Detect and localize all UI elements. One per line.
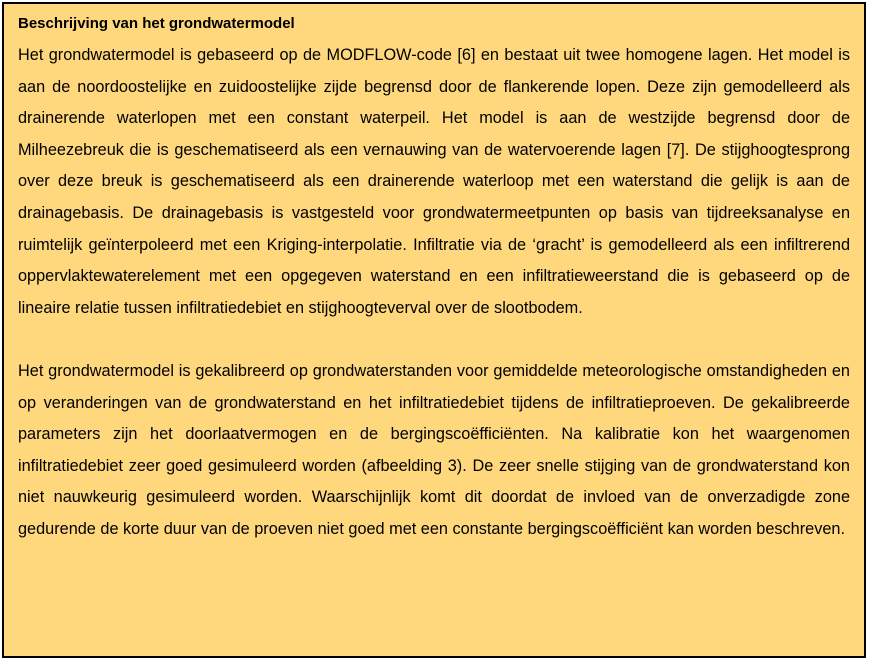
paragraph-model-description: Het grondwatermodel is gebaseerd op de MODFLOW-code [6] en bestaat uit twee homogene lagen. Het model is aan de noordoostelijke en zuidoostelijke zijde begrensd door de flankerende lopen. Deze zijn gemodelleerd als drainerende waterlopen met een constant waterpeil. Het model is aan de westzijde begrensd door de Milheezebreuk die is geschematiseerd als een vernauwing van de watervoerende lagen [7]. De stijghoogtesprong over deze breuk is geschematiseerd als een drainerende waterloop met een waterstand die gelijk is aan de drainagebasis. De drainagebasis is vastgesteld voor grondwatermeetpunten op basis van tijdreeksanalyse en ruimtelijk geïnterpoleerd met een Kriging-interpolatie. Infiltratie via de ‘gracht’ is gemodelleerd als een infiltrerend oppervlaktewaterelement met een opgegeven waterstand en een infiltratieweerstand die is gebaseerd op de lineaire relatie tussen infiltratiedebiet en stijghoogteverval over de slootbodem. <box>18 46 850 317</box>
box-heading: Beschrijving van het grondwatermodel <box>18 15 295 32</box>
paragraph-gap <box>18 324 850 356</box>
text-box <box>2 2 866 658</box>
paragraph-calibration: Het grondwatermodel is gekalibreerd op grondwaterstanden voor gemiddelde meteorologische omstandigheden en op veranderingen van de grondwaterstand en het infiltratiedebiet tijdens de infiltratieproeven. De gekalibreerde parameters zijn het doorlaatvermogen en de bergingscoëfficiënten. Na kalibratie kon het waargenomen infiltratiedebiet zeer goed gesimuleerd worden (afbeelding 3). De zeer snelle stijging van de grondwaterstand kon niet nauwkeurig gesimuleerd worden. Waarschijnlijk komt dit doordat de invloed van de onverzadigde zone gedurende de korte duur van de proeven niet goed met een constante bergingscoëfficiënt kan worden beschreven. <box>18 361 850 538</box>
